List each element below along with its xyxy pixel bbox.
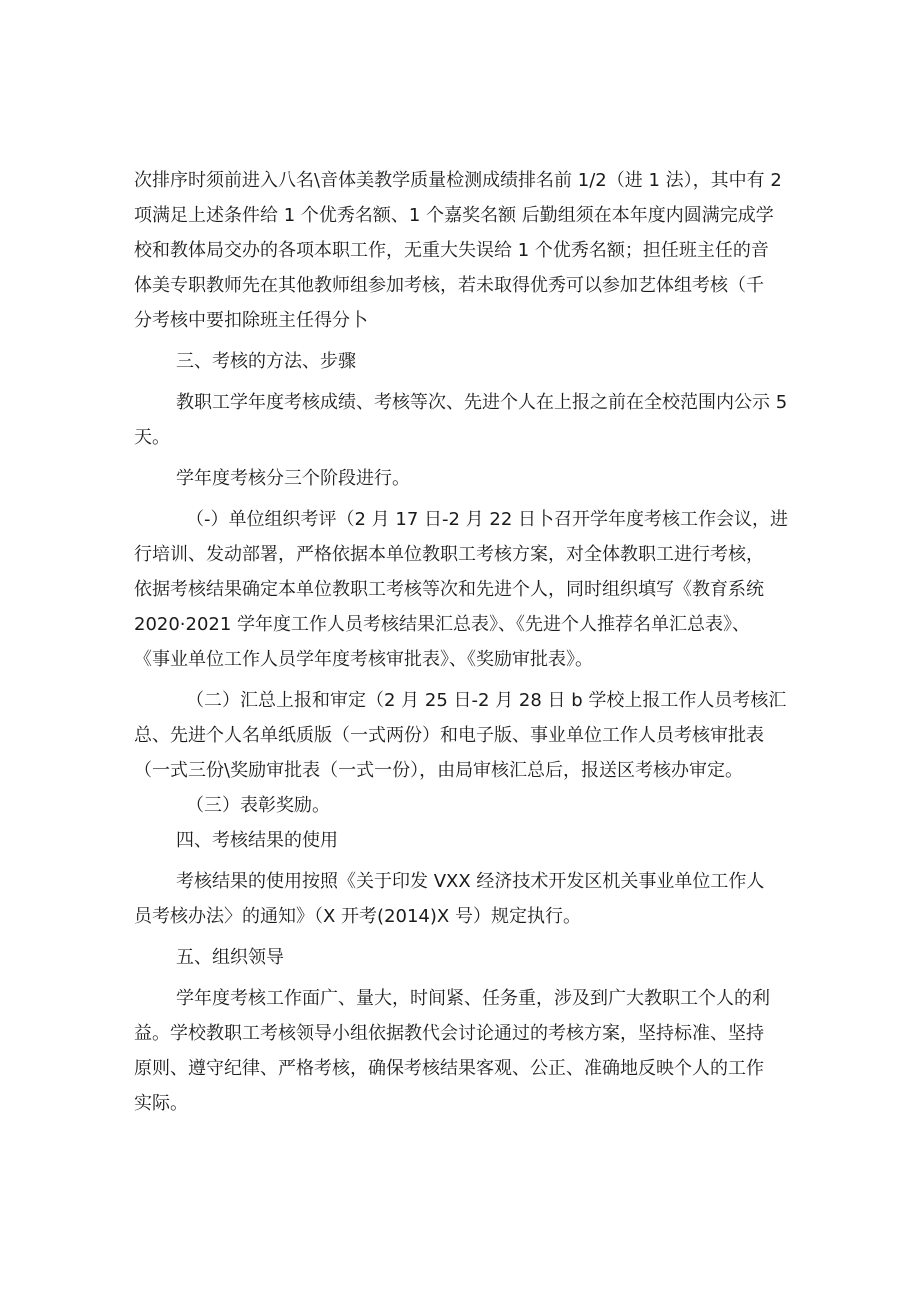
text-line: 项满足上述条件给 1 个优秀名额、1 个嘉奖名额 后勤组须在本年度内圆满完成学 xyxy=(134,205,774,226)
section-heading-methods xyxy=(134,344,794,379)
paragraph-publicity xyxy=(134,385,794,455)
paragraph-assessment-quota xyxy=(134,163,794,338)
text-line: 学年度考核分三个阶段进行。 xyxy=(176,468,410,489)
document-body xyxy=(134,163,794,1121)
text-line: 次排序时须前进入八名\音体美教学质量检测成绩排名前 1/2（进 1 法），其中有 2 xyxy=(134,170,782,191)
paragraph-results-usage xyxy=(134,864,794,934)
text-line: （三）表彰奖励。 xyxy=(186,795,330,816)
text-line: 分考核中要扣除班主任得分卜 xyxy=(134,310,368,331)
text-line: 原则、遵守纪律、严格考核，确保考核结果客观、公正、准确地反映个人的工作 xyxy=(134,1058,764,1079)
heading-text: 五、组织领导 xyxy=(176,947,284,968)
text-line: 依据考核结果确定本单位教职工考核等次和先进个人，同时组织填写《教育系统 xyxy=(134,579,764,600)
text-line: 总、先进个人名单纸质版（一式两份）和电子版、事业单位工作人员考核审批表 xyxy=(134,725,764,746)
text-line: （一式三份\奖励审批表（一式一份），由局审核汇总后，报送区考核办审定。 xyxy=(134,760,744,781)
text-line: 学年度考核工作面广、量大，时间紧、任务重，涉及到广大教职工个人的利 xyxy=(176,988,770,1009)
text-line: 益。学校教职工考核领导小组依据教代会讨论通过的考核方案，坚持标准、坚持 xyxy=(134,1023,764,1044)
section-heading-leadership xyxy=(134,940,794,975)
text-line: 校和教体局交办的各项本职工作，无重大失误给 1 个优秀名额；担任班主任的音 xyxy=(134,240,769,261)
text-line: 教职工学年度考核成绩、考核等次、先进个人在上报之前在全校范围内公示 5 xyxy=(176,392,788,413)
text-line: 实际。 xyxy=(134,1093,188,1114)
text-line: 员考核办法〉的通知》（X 开考(2014)X 号）规定执行。 xyxy=(134,906,581,927)
text-line: 《事业单位工作人员学年度考核审批表》、《奖励审批表》。 xyxy=(134,649,593,670)
text-line: 行培训、发动部署，严格依据本单位教职工考核方案，对全体教职工进行考核， xyxy=(134,544,764,565)
text-line: 2020·2021 学年度工作人员考核结果汇总表》、《先进个人推荐名单汇总表》、 xyxy=(134,614,751,635)
paragraph-stage-two xyxy=(134,683,794,788)
heading-text: 三、考核的方法、步骤 xyxy=(176,351,356,372)
text-line: （-）单位组织考评（2 月 17 日-2 月 22 日卜召开学年度考核工作会议，进 xyxy=(186,509,789,530)
text-line: 体美专职教师先在其他教师组参加考核，若未取得优秀可以参加艺体组考核（千 xyxy=(134,275,764,296)
heading-text: 四、考核结果的使用 xyxy=(176,830,338,851)
paragraph-stage-three xyxy=(134,788,794,823)
section-heading-results xyxy=(134,823,794,858)
paragraph-leadership xyxy=(134,981,794,1121)
paragraph-stage-one xyxy=(134,502,794,677)
text-line: 天。 xyxy=(134,427,170,448)
text-line: 考核结果的使用按照《关于印发 VXX 经济技术开发区机关事业单位工作人 xyxy=(176,871,765,892)
text-line: （二）汇总上报和审定（2 月 25 日-2 月 28 日 b 学校上报工作人员考核汇 xyxy=(186,690,787,711)
paragraph-stages xyxy=(134,461,794,496)
